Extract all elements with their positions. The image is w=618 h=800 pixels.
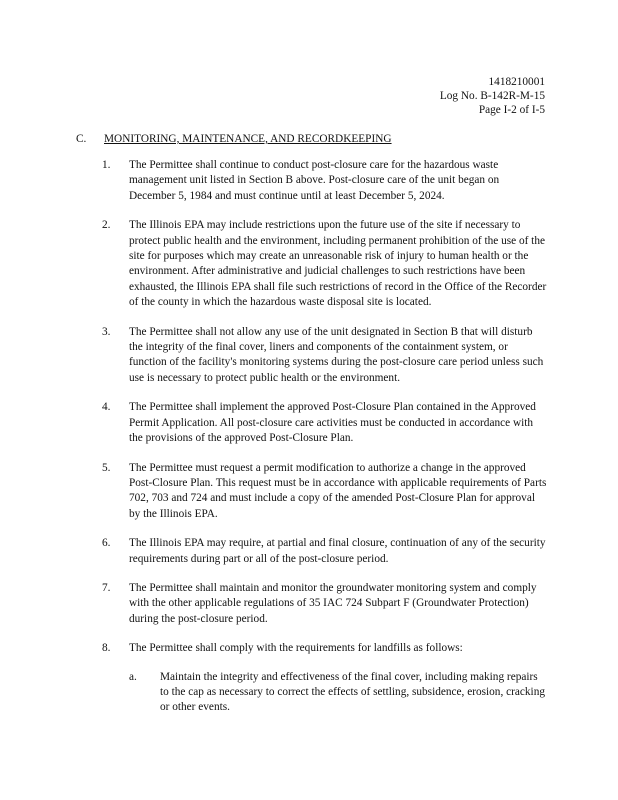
item-number: 4. — [102, 401, 111, 414]
condition-item — [102, 461, 547, 523]
sub-item — [129, 670, 547, 716]
sub-item-letter: a. — [129, 670, 137, 683]
item-number: 7. — [102, 581, 111, 594]
item-number: 6. — [102, 537, 111, 550]
condition-item — [102, 581, 547, 627]
condition-item — [102, 641, 547, 716]
permit-id: 1418210001 — [488, 76, 545, 88]
condition-item — [102, 400, 547, 446]
document-header — [440, 75, 545, 117]
item-number: 2. — [102, 219, 111, 232]
item-number: 8. — [102, 642, 111, 655]
section-letter: C. — [76, 133, 87, 145]
log-number: Log No. B-142R-M-15 — [439, 90, 545, 102]
item-text: The Illinois EPA may include restrictions upon the future use of the site if necessary to protect public health and the environment, including permanent prohibition of the use of the site for purposes which may create an unreasonable risk of injury to human health or the environment. After administrative and judicial challenges to such restrictions have been exhausted, the Illinois EPA shall file such restrictions of record in the Office of the Recorder of the county in which the hazardous waste disposal site is located. — [129, 219, 547, 309]
section-heading — [76, 132, 392, 147]
item-number: 3. — [102, 325, 111, 338]
item-text: The Illinois EPA may require, at partial and final closure, continuation of any of the security requirements during part or all of the post-closure period. — [129, 537, 546, 565]
conditions-list — [102, 152, 547, 716]
item-number: 1. — [102, 159, 111, 171]
item-text: The Permittee shall implement the approved Post-Closure Plan contained in the Approved Permit Application. All post-closure care activities must be conducted in accordance with the provisions of the approved Post-Closure Plan. — [129, 401, 536, 445]
condition-item — [102, 536, 547, 567]
condition-item — [102, 158, 547, 204]
item-text: The Permittee must request a permit modification to authorize a change in the approved Post-Closure Plan. This request must be in accordance with applicable requirements of Parts 702, 703 and 724 and must include a copy of the amended Post-Closure Plan for approval by the Illinois EPA. — [129, 461, 547, 520]
item-number: 5. — [102, 461, 111, 474]
sub-item-text: Maintain the integrity and effectiveness of the final cover, including making repairs to the cap as necessary to correct the effects of settling, subsidence, erosion, cracking or other events. — [160, 670, 545, 714]
section-title: MONITORING, MAINTENANCE, AND RECORDKEEPING — [104, 133, 392, 145]
item-text: The Permittee shall continue to conduct post-closure care for the hazardous waste management unit listed in Section B above. Post-closure care of the unit began on December 5, 1984 and must continue until at least December 5, 2024. — [129, 159, 500, 202]
item-text: The Permittee shall not allow any use of the unit designated in Section B that will disturb the integrity of the final cover, liners and components of the containment system, or function of the facility's monitoring systems during the post-closure care period unless such use is necessary to protect public health or the environment. — [129, 325, 544, 384]
item-text: The Permittee shall maintain and monitor the groundwater monitoring system and comply with the other applicable regulations of 35 IAC 724 Subpart F (Groundwater Protection) during the post-closure period. — [129, 581, 537, 625]
page-number: Page I-2 of I-5 — [478, 104, 545, 116]
condition-item — [102, 218, 547, 310]
condition-item — [102, 325, 547, 387]
item-text: The Permittee shall comply with the requirements for landfills as follows: — [129, 642, 463, 655]
